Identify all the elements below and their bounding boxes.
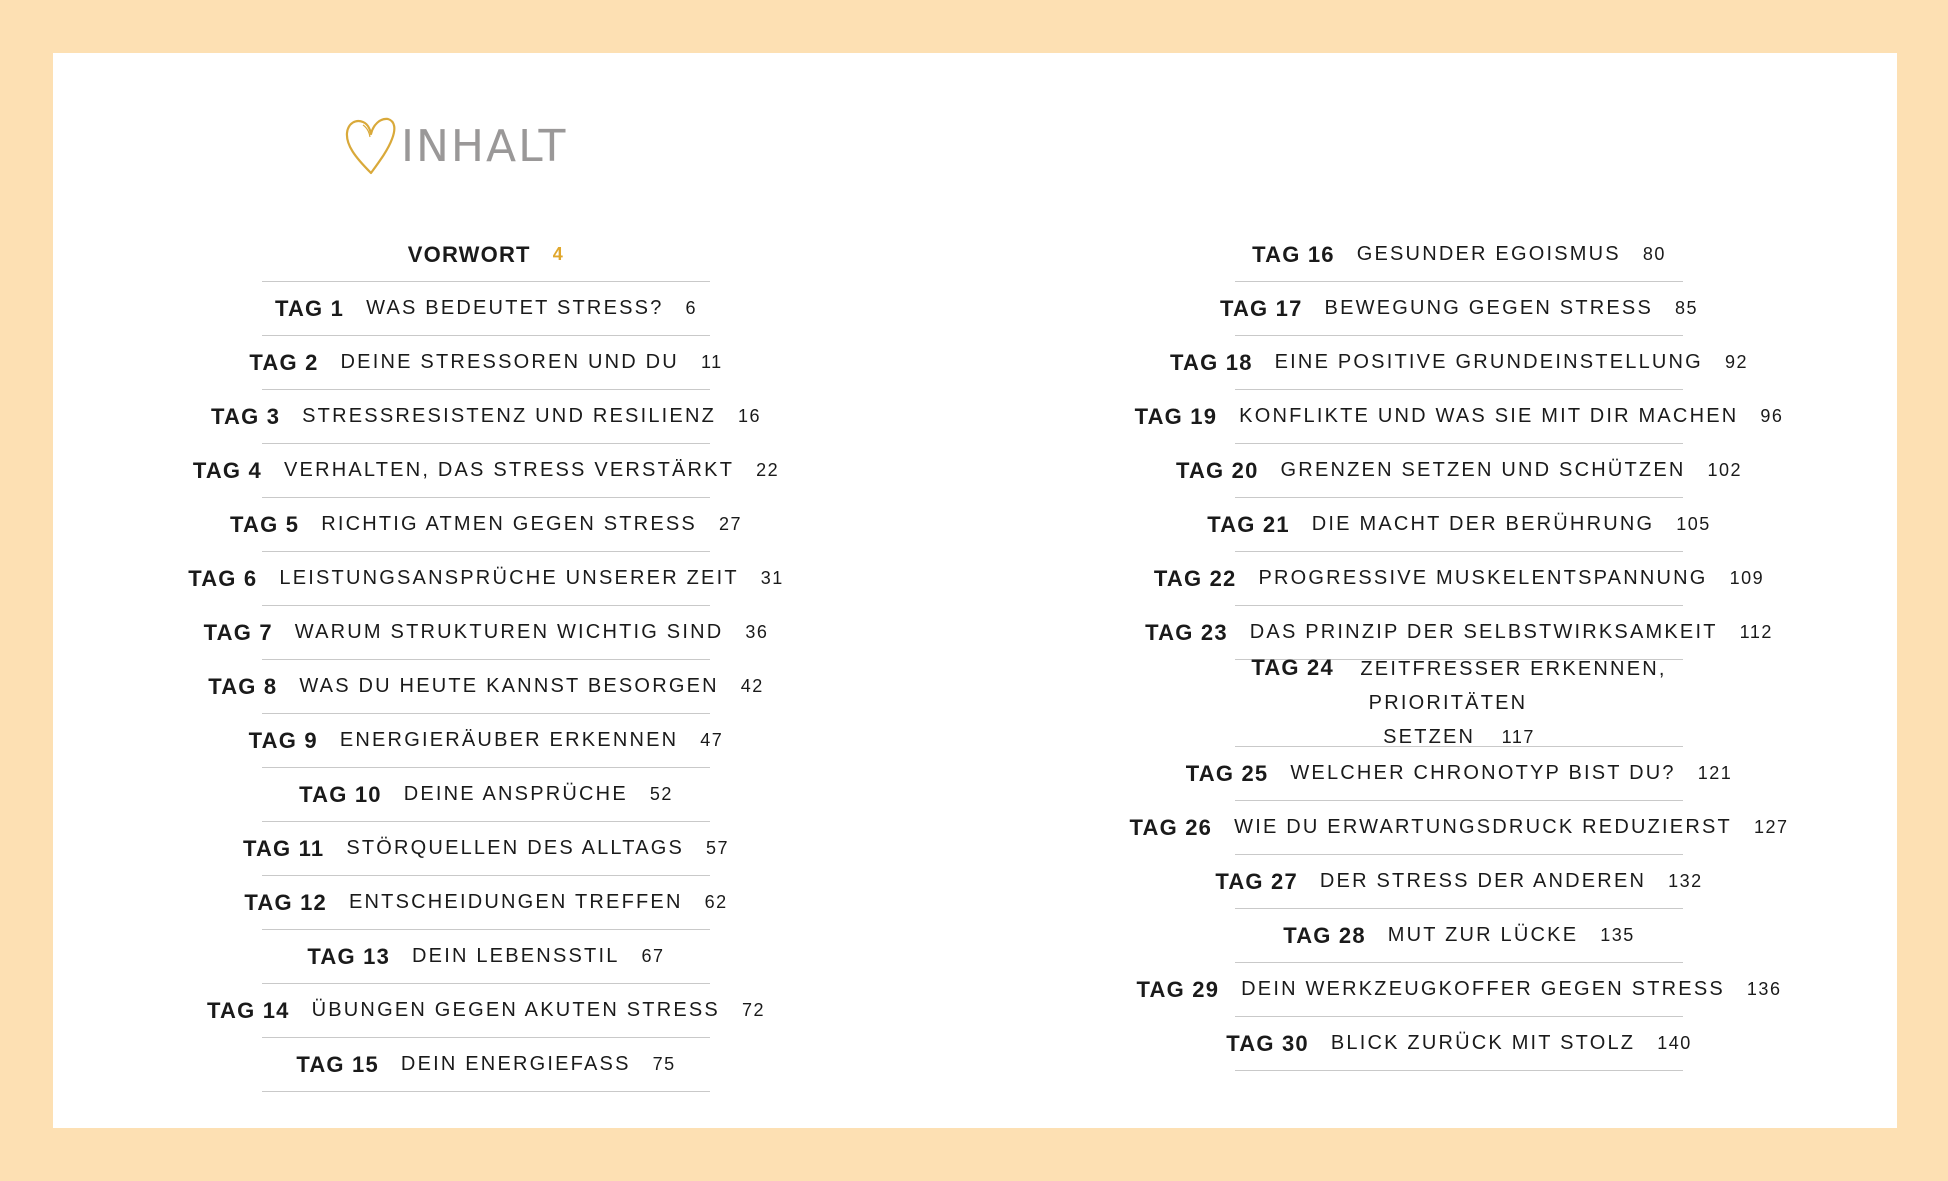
toc-entry-day: TAG 16: [1252, 241, 1335, 267]
toc-entry-day: TAG 3: [210, 403, 281, 429]
toc-title: INHALT: [401, 120, 568, 172]
toc-entry-page: 75: [652, 1054, 676, 1074]
toc-entry-page: 105: [1676, 514, 1711, 534]
toc-entry-page: 109: [1729, 568, 1765, 588]
toc-entry-title: GRENZEN SETZEN UND SCHÜTZEN: [1280, 459, 1686, 481]
toc-entry-title: DEINE STRESSOREN UND DU: [340, 351, 679, 373]
toc-entry-title: BLICK ZURÜCK MIT STOLZ: [1330, 1032, 1636, 1054]
toc-entry-title: BEWEGUNG GEGEN STRESS: [1324, 297, 1654, 319]
toc-entry-tag-27[interactable]: [1215, 855, 1703, 909]
toc-entry-title: KONFLIKTE UND WAS SIE MIT DIR MACHEN: [1239, 405, 1739, 427]
toc-entry-page: 136: [1746, 979, 1782, 999]
toc-entry-title-line2: SETZEN: [1383, 725, 1476, 748]
toc-entry-page: 27: [718, 514, 742, 534]
toc-entry-day: TAG 28: [1283, 922, 1366, 948]
toc-entry-tag-30[interactable]: [1226, 1017, 1692, 1071]
toc-entry-page: 117: [1501, 726, 1535, 747]
toc-entry-day: TAG 7: [203, 619, 273, 645]
toc-entry-tag-20[interactable]: [1175, 444, 1743, 498]
toc-entry-day: TAG 20: [1175, 457, 1259, 483]
toc-entry-day: TAG 2: [249, 349, 319, 375]
toc-entry-title: WARUM STRUKTUREN WICHTIG SIND: [294, 621, 724, 643]
toc-entry-title: DER STRESS DER ANDEREN: [1319, 870, 1647, 892]
toc-entry-day: TAG 24: [1251, 654, 1334, 680]
toc-entry-page: 102: [1707, 460, 1743, 480]
toc-entry-wrap: [1235, 652, 1683, 755]
toc-entry-title: MUT ZUR LÜCKE: [1387, 924, 1579, 946]
toc-entry-page: 6: [685, 298, 698, 318]
toc-entry-day: TAG 10: [299, 781, 382, 807]
toc-entry-page: 80: [1642, 244, 1666, 264]
toc-entry-tag-14[interactable]: [207, 984, 765, 1038]
toc-column-left: [188, 228, 784, 1092]
toc-entry-page: 31: [760, 568, 784, 588]
toc-entry-tag-12[interactable]: [244, 876, 728, 930]
toc-entry-tag-2[interactable]: [249, 336, 723, 390]
toc-entry-page: 62: [704, 892, 728, 912]
toc-entry-title: GESUNDER EGOISMUS: [1356, 243, 1621, 265]
toc-entry-title: ZEITFRESSER ERKENNEN, PRIORITÄTEN: [1360, 657, 1667, 714]
toc-entry-day: TAG 6: [188, 565, 258, 591]
toc-entry-title: WAS DU HEUTE KANNST BESORGEN: [299, 675, 719, 697]
toc-entry-page: 42: [740, 676, 764, 696]
toc-entry-day: TAG 22: [1153, 565, 1237, 591]
toc-entry-title: WAS BEDEUTET STRESS?: [366, 297, 664, 319]
toc-entry-tag-6[interactable]: [188, 552, 784, 606]
toc-entry-tag-16[interactable]: [1235, 228, 1683, 282]
toc-entry-page: 85: [1675, 298, 1699, 318]
toc-entry-day: TAG 26: [1129, 814, 1213, 840]
toc-entry-title: LEISTUNGSANSPRÜCHE UNSERER ZEIT: [279, 567, 739, 589]
toc-entry-page: 22: [756, 460, 780, 480]
toc-entry-title: STÖRQUELLEN DES ALLTAGS: [346, 837, 685, 859]
toc-entry-tag-1[interactable]: [262, 282, 710, 336]
toc-entry-tag-10[interactable]: [262, 768, 710, 822]
toc-entry-day: TAG 8: [208, 673, 278, 699]
toc-entry-tag-28[interactable]: [1235, 909, 1683, 963]
toc-entry-page: 127: [1753, 817, 1789, 837]
toc-entry-title: WELCHER CHRONOTYP BIST DU?: [1290, 762, 1676, 784]
toc-entry-title: DEIN LEBENSSTIL: [412, 945, 620, 967]
toc-column-right: [1129, 228, 1789, 1071]
toc-entry-day: TAG 11: [242, 835, 325, 861]
toc-entry-title: STRESSRESISTENZ UND RESILIENZ: [302, 405, 716, 427]
toc-entry-title: ENTSCHEIDUNGEN TREFFEN: [348, 891, 683, 913]
toc-entry-tag-17[interactable]: [1219, 282, 1699, 336]
toc-entry-tag-9[interactable]: [248, 714, 724, 768]
toc-entry-day: TAG 17: [1219, 295, 1303, 321]
toc-entry-tag-18[interactable]: [1170, 336, 1748, 390]
toc-entry-page: 36: [745, 622, 769, 642]
toc-heading: [343, 113, 567, 179]
toc-entry-page: 4: [552, 244, 565, 264]
toc-entry-day: VORWORT: [407, 241, 531, 267]
toc-entry-tag-15[interactable]: [262, 1038, 710, 1092]
toc-entry-tag-29[interactable]: [1136, 963, 1782, 1017]
toc-entry-title: DEIN WERKZEUGKOFFER GEGEN STRESS: [1241, 978, 1725, 1000]
toc-entry-page: 57: [706, 838, 730, 858]
toc-entry-title: ENERGIERÄUBER ERKENNEN: [339, 729, 679, 751]
toc-entry-day: TAG 9: [248, 727, 318, 753]
toc-entry-page: 112: [1739, 622, 1773, 642]
toc-entry-day: TAG 15: [296, 1051, 379, 1077]
toc-entry-vorwort[interactable]: [262, 228, 710, 282]
toc-entry-page: 135: [1600, 925, 1635, 945]
toc-entry-day: TAG 13: [307, 943, 391, 969]
toc-entry-tag-8[interactable]: [208, 660, 764, 714]
toc-entry-tag-7[interactable]: [203, 606, 769, 660]
toc-entry-title: DEINE ANSPRÜCHE: [403, 783, 628, 805]
toc-entry-tag-21[interactable]: [1207, 498, 1711, 552]
toc-entry-tag-19[interactable]: [1134, 390, 1784, 444]
toc-entry-day: TAG 18: [1170, 349, 1253, 375]
toc-entry-title: RICHTIG ATMEN GEGEN STRESS: [321, 513, 697, 535]
toc-entry-day: TAG 1: [274, 295, 345, 321]
toc-entry-day: TAG 4: [192, 457, 262, 483]
toc-entry-title: PROGRESSIVE MUSKELENTSPANNUNG: [1258, 567, 1708, 589]
toc-entry-day: TAG 30: [1226, 1030, 1309, 1056]
toc-entry-day: TAG 12: [244, 889, 327, 915]
toc-entry-day: TAG 23: [1145, 619, 1228, 645]
toc-entry-page: 67: [641, 946, 665, 966]
toc-entry-page: 47: [700, 730, 724, 750]
toc-entry-tag-3[interactable]: [210, 390, 762, 444]
toc-entry-day: TAG 29: [1136, 976, 1220, 1002]
toc-entry-tag-24[interactable]: [1235, 654, 1683, 748]
toc-entry-title: WIE DU ERWARTUNGSDRUCK REDUZIERST: [1234, 816, 1732, 838]
toc-entry-tag-5[interactable]: [230, 498, 742, 552]
toc-entry-page: 121: [1697, 763, 1733, 783]
toc-entry-title: ÜBUNGEN GEGEN AKUTEN STRESS: [311, 999, 720, 1021]
toc-entry-title: EINE POSITIVE GRUNDEINSTELLUNG: [1274, 351, 1703, 373]
toc-entry-title: DIE MACHT DER BERÜHRUNG: [1311, 513, 1655, 535]
book-spread-page: [53, 53, 1897, 1128]
toc-entry-tag-22[interactable]: [1153, 552, 1765, 606]
toc-entry-page: 92: [1724, 352, 1748, 372]
toc-entry-title: DAS PRINZIP DER SELBSTWIRKSAMKEIT: [1249, 621, 1718, 643]
toc-entry-page: 132: [1668, 871, 1703, 891]
heart-icon: [343, 113, 399, 179]
toc-entry-page: 140: [1657, 1033, 1692, 1053]
toc-entry-page: 11: [700, 352, 723, 372]
toc-entry-tag-4[interactable]: [192, 444, 780, 498]
toc-entry-page: 72: [741, 1000, 765, 1020]
toc-entry-day: TAG 25: [1185, 760, 1269, 786]
toc-entry-tag-11[interactable]: [242, 822, 730, 876]
toc-entry-page: 96: [1760, 406, 1784, 426]
toc-entry-tag-26[interactable]: [1129, 801, 1789, 855]
toc-entry-day: TAG 5: [230, 511, 300, 537]
toc-entry-page: 16: [738, 406, 762, 426]
toc-entry-day: TAG 14: [207, 997, 290, 1023]
toc-entry-day: TAG 27: [1215, 868, 1298, 894]
toc-entry-page: 52: [649, 784, 673, 804]
toc-entry-tag-25[interactable]: [1185, 747, 1733, 801]
toc-entry-tag-13[interactable]: [262, 930, 710, 984]
toc-entry-title: VERHALTEN, DAS STRESS VERSTÄRKT: [284, 459, 735, 481]
toc-entry-day: TAG 19: [1134, 403, 1218, 429]
toc-entry-day: TAG 21: [1207, 511, 1290, 537]
toc-entry-title: DEIN ENERGIEFASS: [400, 1053, 631, 1075]
